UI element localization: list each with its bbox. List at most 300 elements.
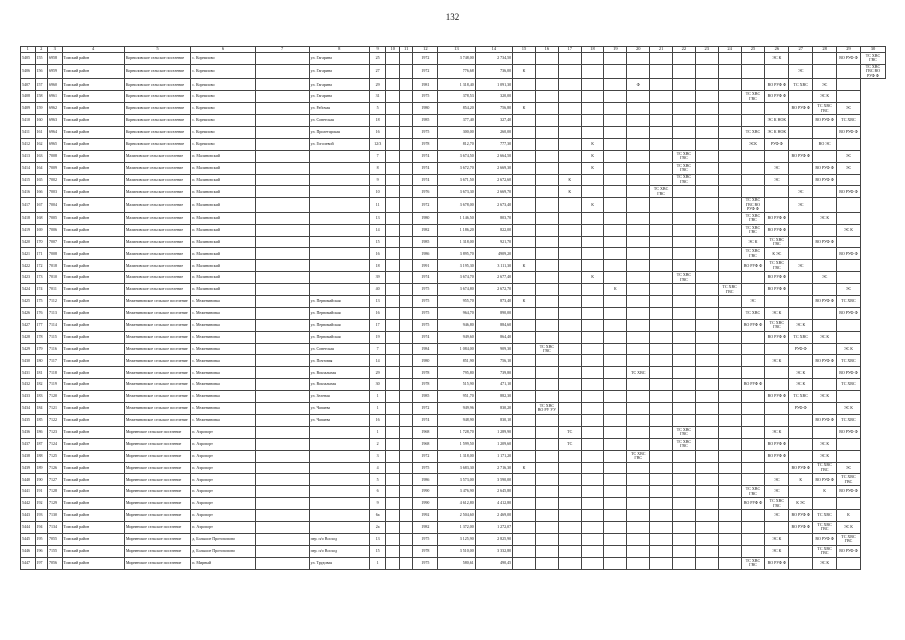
table-cell: 1975 [413,91,438,103]
table-cell: 776,68 [438,64,475,79]
table-cell [399,391,412,403]
table-cell: 1 318,00 [438,236,475,248]
table-cell: 5411 [21,126,36,138]
table-cell [309,474,369,486]
table-cell [650,198,673,213]
table-cell: ВО РУФ Ф [765,450,789,462]
table-row [21,174,886,186]
table-cell: 6960 [47,79,62,91]
table-cell [837,557,861,569]
table-cell: 2 645,80 [475,486,512,498]
table-cell: ТС ХВС ГВС [741,224,765,236]
table-cell [386,343,399,355]
table-cell [837,236,861,248]
table-cell: ТС ХВС ГВС [650,186,673,198]
table-cell: ТС ХВС ГВС [673,438,696,450]
table-cell: 756,10 [475,355,512,367]
table-cell: 1992 [413,510,438,522]
table-cell [399,343,412,355]
table-cell [789,53,813,65]
table-cell: Мирненское сельское поселение [124,438,190,450]
table-cell [604,296,627,308]
table-cell [627,150,650,162]
table-cell: ТС ХВС ГВС [837,474,861,486]
table-cell [399,236,412,248]
table-cell: 5413 [21,150,36,162]
column-number: 18 [581,47,604,53]
table-cell [386,414,399,426]
table-cell [535,126,558,138]
table-cell: ВО РУФ Ф [765,284,789,296]
table-cell: 7128 [47,486,62,498]
column-number: 22 [673,47,696,53]
table-cell [604,162,627,174]
table-cell [695,438,718,450]
table-cell: ул. Рабочая [309,103,369,115]
table-cell [513,307,536,319]
table-cell [627,533,650,545]
table-cell [255,272,309,284]
table-cell [604,521,627,533]
table-cell [604,53,627,65]
table-cell: 1968 [413,426,438,438]
table-cell: 195 [35,533,47,545]
column-number: 5 [124,47,190,53]
table-cell [789,355,813,367]
table-cell [513,521,536,533]
table-cell [673,212,696,224]
table-cell [604,224,627,236]
table-cell: д. Большое Протопопово [191,545,255,557]
table-cell: 1974 [413,331,438,343]
table-cell: 9 [369,498,386,510]
table-cell: ул. Чапаева [309,414,369,426]
table-cell: с. Межениновка [191,379,255,391]
table-cell [650,79,673,91]
table-cell: 1980 [413,103,438,115]
table-cell [255,236,309,248]
table-cell [558,367,581,379]
table-cell [535,103,558,115]
table-cell: 177 [35,319,47,331]
table-cell: ЭСК [741,138,765,150]
table-cell: 164 [35,162,47,174]
table-cell: 160 [35,115,47,127]
table-cell [604,236,627,248]
table-cell [386,533,399,545]
table-cell: 3 672,70 [438,162,475,174]
table-cell [650,414,673,426]
table-cell [513,414,536,426]
table-cell: 795,80 [438,367,475,379]
table-cell [673,414,696,426]
table-cell [386,545,399,557]
table-cell: Томский район [62,103,124,115]
table-cell [627,126,650,138]
table-cell [255,103,309,115]
table-cell [535,533,558,545]
column-number: 17 [558,47,581,53]
table-cell [673,260,696,272]
table-cell: 7119 [47,379,62,391]
table-cell [604,79,627,91]
table-cell: п. Аэропорт [191,498,255,510]
table-cell [558,296,581,308]
table-cell [255,319,309,331]
table-cell [386,438,399,450]
table-cell: 3 195,30 [438,260,475,272]
table-cell: 1980 [413,212,438,224]
table-cell: 1 599,50 [438,438,475,450]
table-cell: 168 [35,212,47,224]
table-cell: Томский район [62,545,124,557]
table-cell: 155 [35,53,47,65]
table-cell: 5432 [21,379,36,391]
table-cell [604,115,627,127]
column-number: 16 [535,47,558,53]
table-cell [386,474,399,486]
table-cell: 3 674,80 [438,284,475,296]
table-cell: К ЭС [789,498,813,510]
table-cell: 1982 [413,224,438,236]
table-cell: 1990 [413,498,438,510]
table-cell [650,103,673,115]
table-cell: д. Большое Протопопово [191,533,255,545]
table-cell: 7 [369,343,386,355]
table-cell [558,486,581,498]
table-cell [741,462,765,474]
table-cell: Томский район [62,379,124,391]
table-cell [627,379,650,391]
column-number: 24 [718,47,741,53]
table-cell: п. Малиновский [191,224,255,236]
table-cell [558,53,581,65]
table-row [21,331,886,343]
table-cell: Мирненское сельское поселение [124,510,190,522]
table-cell [789,414,813,426]
table-cell [604,150,627,162]
table-cell: ЭС К [765,545,789,557]
table-cell: К [581,198,604,213]
table-row [21,236,886,248]
table-cell: с. Межениновка [191,367,255,379]
table-cell [399,403,412,415]
table-cell [627,53,650,65]
table-cell: Томский район [62,53,124,65]
table-cell: 739,80 [475,367,512,379]
table-cell [604,426,627,438]
table-cell [535,236,558,248]
table-cell: Томский район [62,510,124,522]
table-cell [255,115,309,127]
table-cell [386,379,399,391]
table-cell [386,462,399,474]
table-cell [627,186,650,198]
table-cell: 1 318,40 [438,79,475,91]
table-cell [650,115,673,127]
table-cell [695,212,718,224]
table-cell: 6 [369,486,386,498]
table-cell [386,498,399,510]
table-cell: 1974 [413,174,438,186]
table-cell [535,462,558,474]
table-cell: ул. Зеленая [309,391,369,403]
table-row [21,150,886,162]
table-cell [581,331,604,343]
table-cell: 3 510,00 [438,545,475,557]
table-cell: 174 [35,284,47,296]
table-cell [309,150,369,162]
table-cell: Малиновское сельское поселение [124,224,190,236]
table-cell: 5424 [21,284,36,296]
table-cell [813,319,837,331]
table-cell: пер. п/о Восход [309,545,369,557]
table-cell: 5 [369,103,386,115]
table-cell [650,379,673,391]
table-cell: 2 664,50 [475,150,512,162]
table-cell [813,284,837,296]
table-cell: 946,80 [438,319,475,331]
table-cell: 377,40 [438,115,475,127]
table-cell [695,343,718,355]
table-cell: ЭС К [837,521,861,533]
table-cell [650,174,673,186]
table-cell: 1972 [413,450,438,462]
column-number: 15 [513,47,536,53]
table-row [21,260,886,272]
table-cell [650,367,673,379]
table-cell: Малиновское сельское поселение [124,186,190,198]
table-cell: Томский район [62,260,124,272]
table-cell [386,126,399,138]
table-cell: 7134 [47,521,62,533]
table-cell: 180 [35,355,47,367]
table-cell [789,212,813,224]
table-cell [627,510,650,522]
table-cell [309,521,369,533]
table-row [21,91,886,103]
table-cell: ТС ХВС ГВС [741,557,765,569]
table-cell: РУФ Ф [789,343,813,355]
table-row [21,186,886,198]
table-cell: 171 [35,248,47,260]
table-cell [813,307,837,319]
table-cell: ЭС [765,486,789,498]
table-cell: ТС [558,426,581,438]
table-cell: 1 084,00 [438,343,475,355]
table-cell [718,319,741,331]
table-cell [837,438,861,450]
table-cell: 580,61 [438,557,475,569]
table-cell [695,103,718,115]
table-cell [718,296,741,308]
table-cell: ВО РУФ Ф [789,103,813,115]
table-cell [718,138,741,150]
table-cell: п. Аэропорт [191,438,255,450]
table-cell: 5419 [21,224,36,236]
column-number: 11 [399,47,412,53]
table-cell: 2 669,70 [475,186,512,198]
table-cell [535,212,558,224]
table-cell [718,53,741,65]
table-cell [386,367,399,379]
table-cell [650,236,673,248]
table-cell: ЭС [813,272,837,284]
table-cell: 165 [35,174,47,186]
table-cell [718,533,741,545]
table-cell: 5415 [21,174,36,186]
table-cell [650,260,673,272]
table-cell: 11 [369,198,386,213]
table-cell [650,138,673,150]
table-cell: 5421 [21,248,36,260]
table-cell [837,212,861,224]
table-cell [695,367,718,379]
table-cell: 5409 [21,103,36,115]
table-cell: п. Малиновский [191,162,255,174]
table-cell: 1974 [413,414,438,426]
table-row [21,474,886,486]
table-cell: п. Аэропорт [191,486,255,498]
table-cell [718,426,741,438]
table-cell: 2 673,40 [475,198,512,213]
table-cell [309,462,369,474]
table-cell [535,438,558,450]
table-cell: 197 [35,557,47,569]
table-cell: Малиновское сельское поселение [124,198,190,213]
table-cell [558,557,581,569]
table-cell: 1978 [413,379,438,391]
table-row [21,438,886,450]
table-cell [741,186,765,198]
table-cell: ВО РУФ Ф [765,438,789,450]
table-cell [650,248,673,260]
table-cell: ВО РУФ Ф [765,391,789,403]
table-cell [581,450,604,462]
table-row [21,557,886,569]
table-cell [535,138,558,150]
table-cell: 5442 [21,498,36,510]
table-cell: ТС ХВС [627,367,650,379]
table-cell: п. Аэропорт [191,426,255,438]
table-cell: 1972 [413,403,438,415]
table-cell [399,486,412,498]
table-cell: 5438 [21,450,36,462]
table-cell [255,91,309,103]
table-cell: 949,96 [438,403,475,415]
table-cell [718,260,741,272]
table-cell [255,391,309,403]
table-cell [399,212,412,224]
table-cell: ВО РУФ Ф [837,307,861,319]
table-cell [741,331,765,343]
table-cell: 14 [369,224,386,236]
table-cell [789,272,813,284]
table-cell [581,533,604,545]
table-cell: ТС ХВС [789,391,813,403]
table-cell [673,248,696,260]
table-cell: Малиновское сельское поселение [124,150,190,162]
table-cell: 6962 [47,103,62,115]
table-cell: ВО РУФ Ф [765,272,789,284]
table-cell [718,212,741,224]
table-cell [399,450,412,462]
table-cell [581,115,604,127]
table-cell [386,212,399,224]
table-cell: К [581,150,604,162]
table-cell [813,367,837,379]
table-cell: Ф [627,79,650,91]
table-cell [718,115,741,127]
table-cell [581,545,604,557]
table-cell: Мирненское сельское поселение [124,462,190,474]
table-cell [255,296,309,308]
table-cell [513,450,536,462]
table-cell [695,236,718,248]
table-cell [309,260,369,272]
table-cell [581,91,604,103]
table-cell: 5441 [21,486,36,498]
table-cell: 921,70 [475,236,512,248]
table-cell: 25 [369,53,386,65]
table-cell [673,79,696,91]
table-cell [513,138,536,150]
table-cell: ТС ХВС ГВС [741,248,765,260]
table-row [21,224,886,236]
table-cell [255,521,309,533]
table-cell [309,198,369,213]
table-cell: 18 [369,115,386,127]
table-cell: 1 372,00 [438,521,475,533]
table-cell: 16 [369,307,386,319]
table-cell [741,438,765,450]
table-cell: с. Межениновка [191,414,255,426]
table-cell: ТС ХВС ГВС [535,343,558,355]
table-cell [837,138,861,150]
table-cell [627,521,650,533]
table-cell: Корниловское сельское поселение [124,64,190,79]
table-cell [535,331,558,343]
table-cell [789,307,813,319]
table-cell: ВО РУФ Ф [813,162,837,174]
table-cell: 5425 [21,296,36,308]
table-cell [650,533,673,545]
table-cell [535,162,558,174]
table-cell: 7129 [47,498,62,510]
table-cell [581,343,604,355]
table-cell: ТС ХВС [741,126,765,138]
table-cell [535,498,558,510]
table-cell [399,138,412,150]
table-cell [581,296,604,308]
table-cell: 5418 [21,212,36,224]
table-cell: 3 683,30 [438,462,475,474]
table-cell [673,521,696,533]
table-cell [695,510,718,522]
table-cell: ТС ХВС ГВС ВО РУФ Ф [741,198,765,213]
table-cell: Томский район [62,557,124,569]
table-cell: 3 476,90 [438,486,475,498]
table-cell: ТС ХВС ГВС ВО РУФ Ф [860,64,885,79]
table-cell [837,64,861,79]
table-cell: Томский район [62,403,124,415]
table-cell: 5445 [21,533,36,545]
table-cell [673,236,696,248]
table-cell [386,115,399,127]
table-cell [789,174,813,186]
table-cell [581,307,604,319]
table-cell [255,426,309,438]
